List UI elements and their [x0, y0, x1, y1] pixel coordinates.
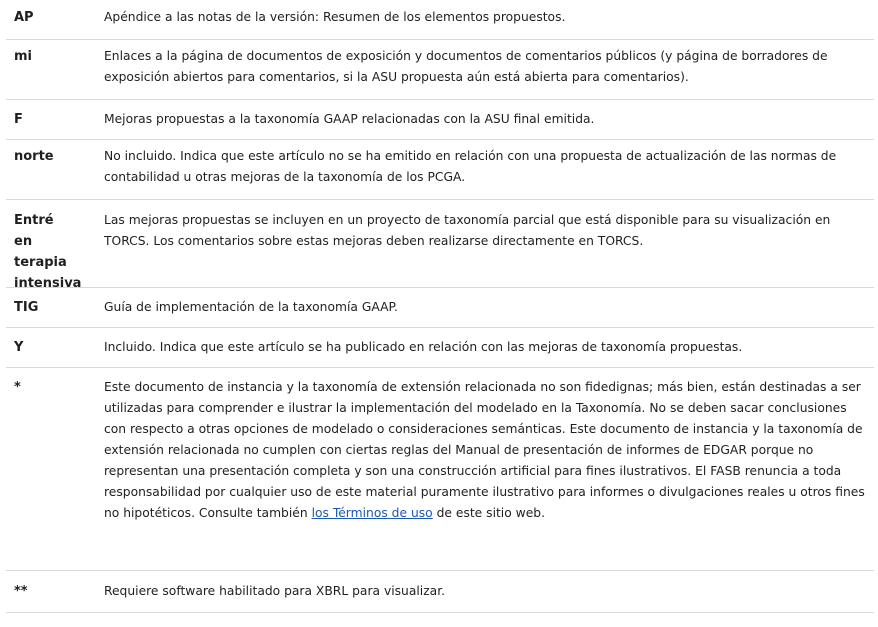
- row-code: Entré en terapia intensiva: [14, 213, 82, 291]
- row-code: F: [14, 112, 23, 127]
- row-code: TIG: [14, 300, 39, 315]
- row-description: [104, 377, 874, 570]
- disclaimer-text: Este documento de instancia y la taxonomía de extensión relacionada no son fidedignas; más bien, están destinadas a ser utilizadas para comprender e ilustrar la implementación del modelado en la Taxonomía. No se deben sacar conclusiones con respecto a otras opciones de modelado o consideraciones semánticas. Este documento de instancia y la taxonomía de extensión relacionada no cumplen con ciertas reglas del Manual de presentación de informes de EDGAR porque no representan una presentación completa y son una construcción artificial para fines ilustrativos. El FASB renuncia a toda responsabilidad por cualquier uso de este material puramente ilustrativo para informes o divulgaciones reales u otros fines no hipotéticos. Consulte también: [104, 380, 865, 520]
- row-description: Mejoras propuestas a la taxonomía GAAP relacionadas con la ASU final emitida.: [104, 112, 595, 126]
- table-row: [6, 200, 874, 291]
- row-description: Las mejoras propuestas se incluyen en un proyecto de taxonomía parcial que está disponible para su visualización en TORCS. Los comentarios sobre estas mejoras deben realizarse directamente en TORCS.: [104, 213, 831, 248]
- table-row: [6, 0, 874, 40]
- row-code: Y: [14, 340, 24, 355]
- table-row: [6, 288, 874, 328]
- row-code: mi: [14, 49, 33, 64]
- legend-table: [6, 0, 874, 613]
- table-row: [6, 368, 874, 571]
- table-row: [6, 40, 874, 100]
- row-description: Incluido. Indica que este artículo se ha publicado en relación con las mejoras de taxonomía propuestas.: [104, 340, 743, 354]
- table-row: [6, 140, 874, 200]
- disclaimer-suffix: de este sitio web.: [436, 506, 545, 520]
- row-description: No incluido. Indica que este artículo no se ha emitido en relación con una propuesta de actualización de las normas de contabilidad u otras mejoras de la taxonomía de los PCGA.: [104, 149, 837, 184]
- row-code: AP: [14, 10, 34, 25]
- row-description: Requiere software habilitado para XBRL para visualizar.: [104, 584, 446, 598]
- row-code: norte: [14, 149, 54, 164]
- row-description: Enlaces a la página de documentos de exposición y documentos de comentarios públicos (y página de borradores de exposición abiertos para comentarios, si la ASU propuesta aún está abierta para comentarios).: [104, 49, 828, 84]
- row-description: Apéndice a las notas de la versión: Resumen de los elementos propuestos.: [104, 10, 566, 24]
- table-row: [6, 328, 874, 368]
- row-description: Guía de implementación de la taxonomía GAAP.: [104, 300, 398, 314]
- table-row: [6, 571, 874, 613]
- row-code: **: [14, 584, 28, 599]
- row-code: *: [14, 380, 21, 395]
- table-row: [6, 100, 874, 140]
- terms-of-use-link[interactable]: los Términos de uso: [311, 506, 433, 520]
